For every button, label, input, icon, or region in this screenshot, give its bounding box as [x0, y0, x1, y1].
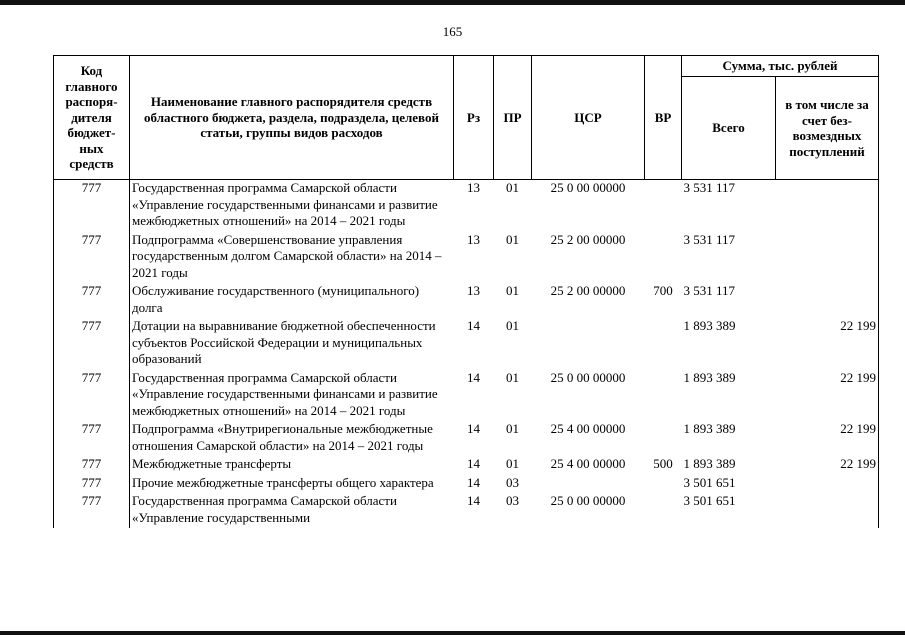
cell-vr: [645, 421, 682, 456]
table-row: [54, 370, 879, 422]
page-number: 165: [442, 24, 463, 39]
cell-code: 777: [54, 493, 130, 528]
cell-name: Государственная программа Самарской области «Управление государственными финансами и развитие межбюджетных отношений» на 2014 – 2021 годы: [130, 370, 454, 422]
table-row: [54, 456, 879, 475]
cell-csr: 25 0 00 00000: [550, 369, 626, 385]
cell-code: 777: [54, 456, 130, 475]
cell-csr: 25 4 00 00000: [550, 456, 626, 471]
budget-table: [53, 55, 879, 528]
cell-code: 777: [54, 421, 130, 456]
table-row: [54, 232, 879, 284]
cell-free: 22 199: [776, 318, 879, 370]
cell-pr: 01: [506, 231, 519, 247]
cell-rz: 14: [467, 456, 480, 471]
header-name: Наименование главного распорядителя средств областного бюджета, раздела, подраздела, целевой статьи, группы видов расходов: [130, 56, 454, 180]
cell-pr: 03: [506, 493, 519, 508]
cell-total: 1 893 389: [683, 318, 736, 333]
header-sum-group: Сумма, тыс. рублей: [682, 56, 879, 77]
cell-free: 22 199: [776, 370, 879, 422]
cell-name: Межбюджетные трансферты: [130, 456, 454, 475]
header-free: в том числе за счет без-возмездных поступлений: [776, 77, 879, 180]
cell-vr: [645, 493, 682, 528]
cell-pr: 01: [506, 369, 519, 385]
cell-rz: 13: [467, 231, 480, 247]
top-border: [0, 0, 905, 5]
cell-code: 777: [54, 475, 130, 494]
table-row: [54, 421, 879, 456]
cell-total: 3 501 651: [683, 493, 736, 508]
table-row: [54, 283, 879, 318]
cell-csr: 25 2 00 00000: [550, 283, 626, 298]
cell-rz: 14: [467, 474, 480, 490]
cell-total: 1 893 389: [683, 456, 736, 471]
cell-total: 3 531 117: [683, 231, 736, 247]
cell-csr: 25 0 00 00000: [550, 493, 626, 508]
header-code: Код главного распоря-дителя бюджет-ных средств: [54, 56, 130, 180]
table-row: [54, 493, 879, 528]
cell-csr: [532, 318, 645, 370]
cell-csr: [532, 475, 645, 494]
cell-pr: 01: [506, 283, 519, 298]
cell-pr: 01: [506, 421, 519, 436]
cell-name: Дотации на выравнивание бюджетной обеспеченности субъектов Российской Федерации и муниципальных образований: [130, 318, 454, 370]
cell-free: [776, 232, 879, 284]
header-pr: ПР: [494, 56, 532, 180]
table-row: [54, 475, 879, 494]
cell-vr: 700: [653, 283, 673, 298]
cell-rz: 14: [467, 369, 480, 385]
cell-pr: 01: [506, 180, 519, 195]
table-row: [54, 180, 879, 232]
cell-free: [776, 283, 879, 318]
cell-total: 1 893 389: [683, 369, 736, 385]
cell-total: 1 893 389: [683, 421, 736, 436]
header-rz: Рз: [454, 56, 494, 180]
bottom-border: [0, 631, 905, 635]
header-csr: ЦСР: [532, 56, 645, 180]
cell-total: 3 531 117: [683, 180, 736, 195]
cell-free: [776, 493, 879, 528]
cell-code: 777: [54, 180, 130, 232]
cell-rz: 13: [467, 283, 480, 298]
cell-code: 777: [54, 318, 130, 370]
cell-pr: 01: [506, 456, 519, 471]
cell-free: 22 199: [776, 421, 879, 456]
header-total: Всего: [682, 77, 776, 180]
cell-csr: 25 0 00 00000: [550, 180, 626, 195]
cell-code: 777: [54, 232, 130, 284]
cell-pr: 03: [506, 474, 519, 490]
table-row: [54, 318, 879, 370]
cell-vr: [645, 370, 682, 422]
cell-name: Подпрограмма «Совершенствование управления государственным долгом Самарской области» на 2014 – 2021 годы: [130, 232, 454, 284]
cell-rz: 14: [467, 493, 480, 508]
cell-vr: [645, 180, 682, 232]
header-vr: ВР: [645, 56, 682, 180]
cell-code: 777: [54, 283, 130, 318]
cell-vr: [645, 475, 682, 494]
cell-name: Прочие межбюджетные трансферты общего характера: [130, 475, 454, 494]
cell-free: 22 199: [776, 456, 879, 475]
cell-free: [776, 475, 879, 494]
cell-free: [776, 180, 879, 232]
cell-vr: [645, 318, 682, 370]
cell-name: Обслуживание государственного (муниципального) долга: [130, 283, 454, 318]
cell-total: 3 501 651: [683, 474, 736, 490]
cell-total: 3 531 117: [683, 283, 736, 298]
cell-rz: 13: [467, 180, 480, 195]
cell-csr: 25 4 00 00000: [550, 421, 626, 436]
cell-name: Государственная программа Самарской области «Управление государственными финансами и развитие межбюджетных отношений» на 2014 – 2021 годы: [130, 180, 454, 232]
cell-name: Государственная программа Самарской области «Управление государственными: [130, 493, 454, 528]
cell-code: 777: [54, 370, 130, 422]
cell-vr: 500: [653, 456, 673, 471]
cell-rz: 14: [467, 421, 480, 436]
cell-csr: 25 2 00 00000: [550, 231, 626, 247]
cell-pr: 01: [506, 318, 519, 333]
cell-rz: 14: [467, 318, 480, 333]
cell-name: Подпрограмма «Внутрирегиональные межбюджетные отношения Самарской области» на 2014 – 2021 годы: [130, 421, 454, 456]
cell-vr: [645, 232, 682, 284]
table-body: [54, 180, 879, 529]
